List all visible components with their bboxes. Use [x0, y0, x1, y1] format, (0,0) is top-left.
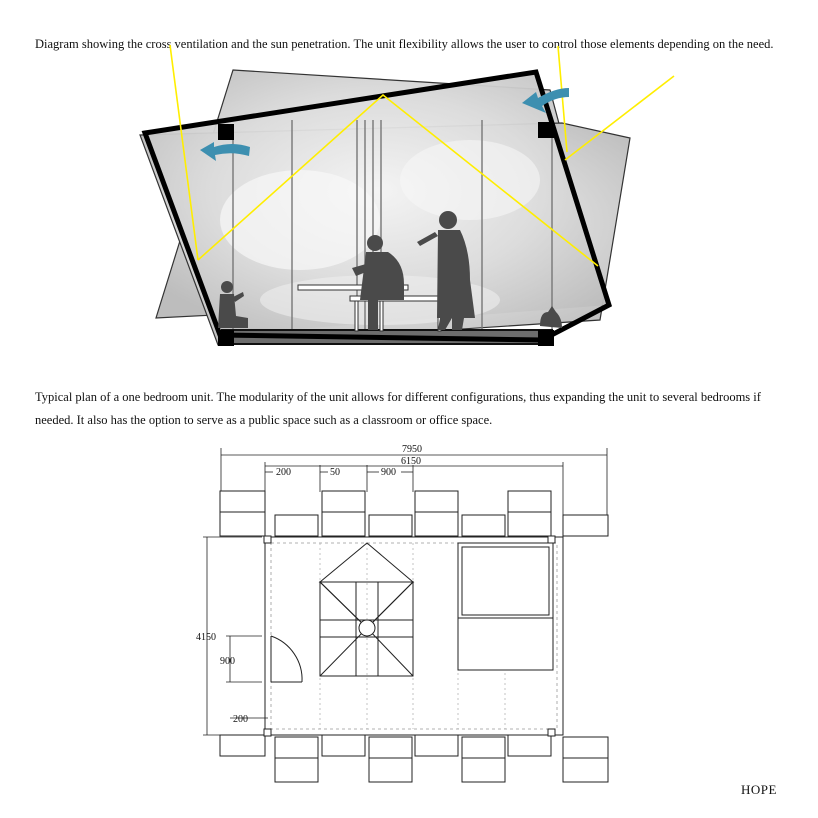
bed-block [458, 543, 553, 670]
dim-overall-width: 7950 [402, 444, 422, 455]
skylight [320, 543, 413, 676]
door-swing [271, 636, 302, 682]
dim-bottom-offset: 200 [233, 714, 248, 725]
dim-door-width: 900 [220, 656, 235, 667]
footer-label: HOPE [741, 782, 777, 797]
modules-top [220, 491, 608, 536]
plan-caption: Typical plan of a one bedroom unit. The modularity of the unit allows for different configurations, thus expanding the unit to several bedrooms if needed. It also has the option to serve as a public space such as a classroom or office space. [35, 390, 761, 427]
modules-bottom [220, 735, 608, 782]
dim-overall-depth: 4150 [196, 632, 216, 643]
dim-module-width: 900 [381, 467, 396, 478]
section-caption: Diagram showing the cross ventilation and the sun penetration. The unit flexibility allows the user to control those elements depending on the need. [35, 37, 774, 51]
dim-inner-width: 6150 [401, 456, 421, 467]
dim-module-offset: 200 [276, 467, 291, 478]
dim-gap: 50 [330, 467, 340, 478]
